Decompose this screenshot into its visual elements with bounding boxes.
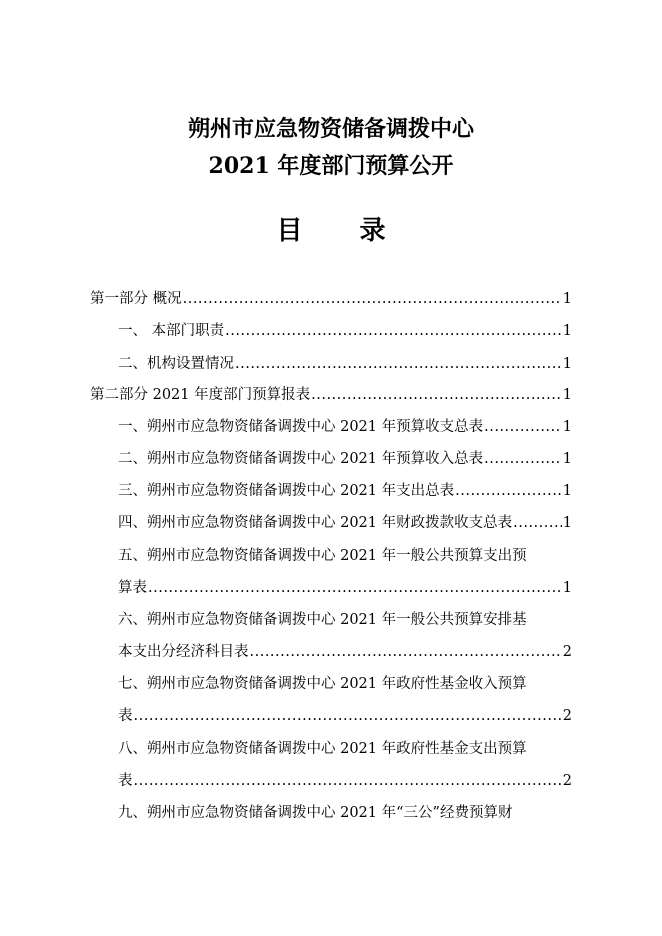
toc-entry-p2-item7-line1[interactable]: 七、朔州市应急物资储备调拨中心 2021 年政府性基金收入预算 — [118, 676, 527, 692]
toc-dot-leader — [134, 771, 562, 791]
toc-entry-p2-item4[interactable] — [118, 513, 572, 533]
toc-dot-leader — [311, 385, 562, 405]
toc-entry-p1-item1[interactable] — [118, 321, 572, 341]
toc-entry-text: 三、朔州市应急物资储备调拨中心 2021 年支出总表 — [118, 483, 455, 499]
toc-page-number: 1 — [562, 580, 572, 596]
toc-entry-p2-item8[interactable] — [118, 771, 572, 791]
toc-entry-p2-item9-line1[interactable]: 九、朔州市应急物资储备调拨中心 2021 年“三公”经费预算财 — [118, 805, 513, 821]
toc-entry-text: 本支出分经济科目表 — [118, 644, 249, 660]
toc-dot-leader — [134, 706, 562, 726]
toc-entry-text: 表 — [118, 708, 133, 724]
toc-entry-p2-item6-line1[interactable]: 六、朔州市应急物资储备调拨中心 2021 年一般公共预算安排基 — [118, 612, 527, 628]
toc-dot-leader — [484, 449, 562, 469]
toc-entry-text: 表 — [118, 773, 133, 789]
toc-dot-leader — [225, 321, 562, 341]
toc-page-number: 2 — [562, 708, 572, 724]
toc-dot-leader — [183, 289, 562, 309]
toc-entry-text: 四、朔州市应急物资储备调拨中心 2021 年财政拨款收支总表 — [118, 515, 513, 531]
toc-entry-p2-item5[interactable] — [118, 578, 572, 598]
toc-entry-p1-item2[interactable] — [118, 354, 572, 374]
toc-entry-p2-item2[interactable] — [118, 449, 572, 469]
toc-entry-p2-item1[interactable] — [118, 417, 572, 437]
toc-dot-leader — [235, 354, 562, 374]
toc-dot-leader — [148, 578, 562, 598]
toc-page-number: 1 — [562, 323, 572, 339]
toc-entry-text: 一、 本部门职责 — [118, 323, 225, 339]
toc-dot-leader — [250, 642, 562, 662]
toc-dot-leader — [455, 481, 562, 501]
toc-entry-text: 第一部分 概况 — [90, 291, 182, 307]
toc-entry-p2-item7[interactable] — [118, 706, 572, 726]
toc-entry-p2-item3[interactable] — [118, 481, 572, 501]
toc-entry-text: 第二部分 2021 年度部门预算报表 — [90, 387, 311, 403]
toc-page-number: 2 — [562, 773, 572, 789]
toc-page-number: 1 — [562, 356, 572, 372]
toc-entry-text: 一、朔州市应急物资储备调拨中心 2021 年预算收支总表 — [118, 419, 484, 435]
toc-page-number: 1 — [562, 515, 572, 531]
toc-heading: 目 录 — [276, 216, 410, 246]
toc-entry-p2-item8-line1[interactable]: 八、朔州市应急物资储备调拨中心 2021 年政府性基金支出预算 — [118, 741, 527, 757]
toc-entry-part2[interactable] — [90, 385, 572, 405]
toc-page-number: 2 — [562, 644, 572, 660]
toc-page-number: 1 — [562, 451, 572, 467]
toc-dot-leader — [484, 417, 562, 437]
toc-entry-text: 二、机构设置情况 — [118, 356, 234, 372]
toc-entry-text: 算表 — [118, 580, 147, 596]
toc-entry-part1[interactable] — [90, 289, 572, 309]
toc-entry-p2-item5-line1[interactable]: 五、朔州市应急物资储备调拨中心 2021 年一般公共预算支出预 — [118, 548, 527, 564]
toc-entry-text: 二、朔州市应急物资储备调拨中心 2021 年预算收入总表 — [118, 451, 484, 467]
toc-page-number: 1 — [562, 483, 572, 499]
toc-page-number: 1 — [562, 419, 572, 435]
document-title-line2: 2021 年度部门预算公开 — [208, 153, 454, 179]
toc-entry-p2-item6[interactable] — [118, 642, 572, 662]
toc-page-number: 1 — [562, 387, 572, 403]
toc-page-number: 1 — [562, 291, 572, 307]
document-title-line1: 朔州市应急物资储备调拨中心 — [187, 116, 474, 142]
toc-dot-leader — [513, 513, 562, 533]
